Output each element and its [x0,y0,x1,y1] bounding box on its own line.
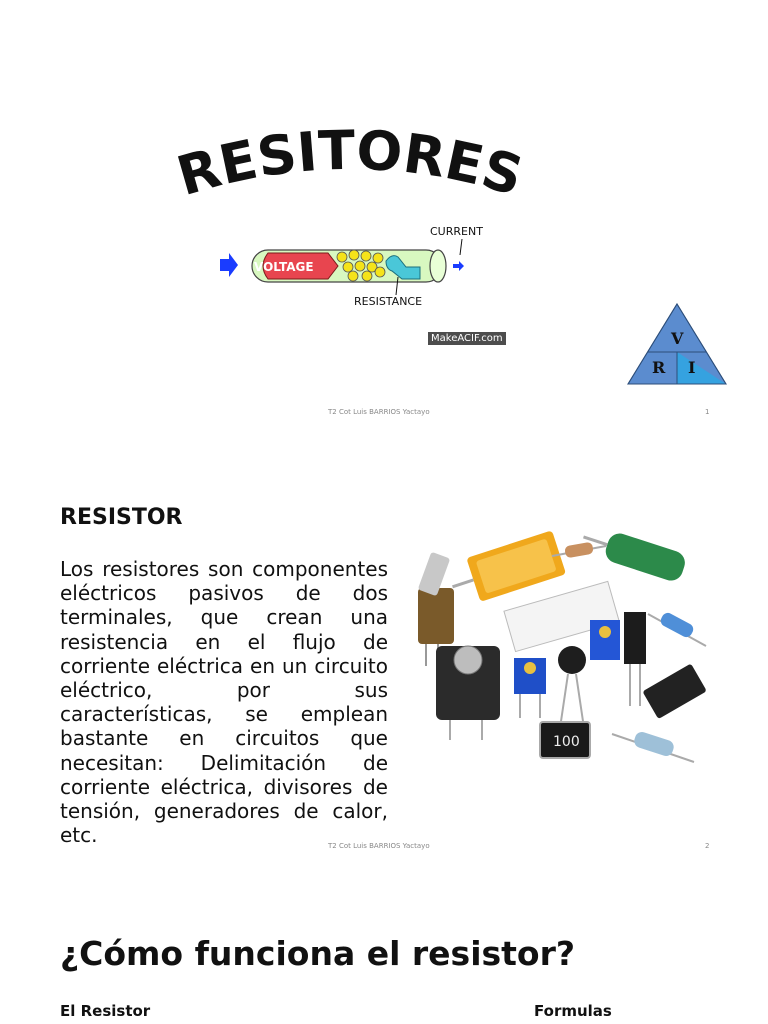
slide-title: RESITORES [170,118,530,209]
thermistor [558,646,586,728]
blue-trimmer-1 [514,658,546,718]
column-left-label: El Resistor [60,1002,151,1020]
voltage-label: VOLTAGE [254,260,314,274]
tube-end [430,250,446,282]
current-label: CURRENT [430,225,483,238]
slide-footer: T2 Cot Luis BARRIOS Yactayo [328,842,430,850]
output-arrow-icon [453,261,464,271]
ohm-law-triangle [626,302,728,386]
slide-1 [0,0,768,430]
page-number: 2 [705,842,710,850]
wordart-title [160,110,540,220]
resistors-photo [410,528,710,784]
current-pointer [460,239,462,255]
resistance-label: RESISTANCE [354,295,423,308]
slide-body-text: Los resistores son componentes eléctricos pasivos de dos terminales, que crean una resistencia en el flujo de corriente eléctrica en un circuito eléctrico, por sus características, se emplean bastante en circuitos que necesitan: Delimitación de corriente eléctrica, divisores de tensión, generadores de calor, etc. [60,557,388,848]
slide-heading: RESISTOR [60,505,183,530]
column-right-label: Formulas [534,1002,612,1020]
smd-resistor [540,722,590,758]
triangle-i: I [688,358,696,377]
triangle-r: R [652,358,666,377]
power-resistor [642,663,706,719]
wirewound-resistor [579,528,688,584]
page-number: 1 [705,408,710,416]
slide-3 [0,860,768,1024]
metal-film-resistor-2 [612,730,694,762]
aluminium-resistor [445,530,566,608]
blue-trimmer-2 [590,620,620,660]
slide-heading: ¿Cómo funciona el resistor? [60,934,576,973]
voltage-current-diagram [210,215,510,325]
input-arrow-icon [220,253,238,277]
slide-footer: T2 Cot Luis BARRIOS Yactayo [328,408,430,416]
smd-value: 100 [553,734,580,750]
metal-film-resistor-1 [648,611,706,646]
watermark-badge: MakeACIF.com [428,332,506,345]
triangle-v: V [671,329,684,348]
trimmer-potentiometer [436,646,500,740]
black-chip-resistor [624,612,646,706]
slide-2 [0,430,768,860]
